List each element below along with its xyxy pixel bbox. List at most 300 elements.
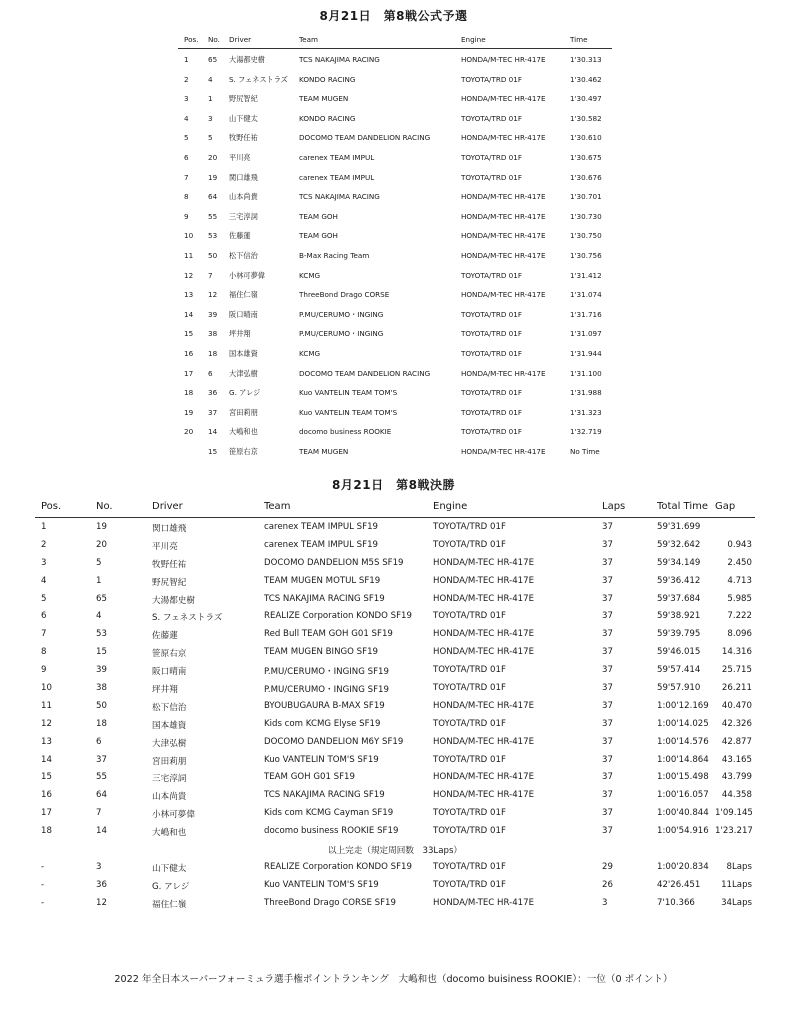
table-cell: 37 — [208, 407, 218, 417]
table-row — [178, 284, 612, 304]
table-cell: 3 — [41, 557, 47, 568]
table-row — [35, 661, 755, 679]
table-cell: 8Laps — [726, 861, 752, 872]
table-cell: 14 — [96, 826, 107, 837]
column-header: Driver — [152, 501, 183, 512]
table-cell: 9 — [184, 211, 189, 221]
table-cell: 38 — [208, 329, 218, 339]
table-cell: 1'31.988 — [570, 388, 602, 398]
table-cell: 1:00'20.834 — [657, 861, 709, 872]
table-cell: 59'37.684 — [657, 593, 701, 604]
table-cell: KONDO RACING — [299, 113, 356, 123]
table-cell: 65 — [96, 593, 107, 604]
table-row — [35, 786, 755, 804]
table-cell: 2 — [41, 539, 47, 550]
table-cell: 50 — [96, 700, 107, 711]
table-cell: carenex TEAM IMPUL SF19 — [264, 539, 379, 550]
table-cell: 野尻智紀 — [152, 577, 187, 588]
table-cell: 37 — [602, 665, 613, 676]
finishers-note — [35, 840, 755, 858]
table-cell: 18 — [184, 388, 194, 398]
table-cell: Kuo VANTELIN TEAM TOM'S — [299, 407, 398, 417]
table-cell: 16 — [41, 790, 52, 801]
table-cell: 55 — [208, 211, 218, 221]
table-cell: HONDA/M-TEC HR-417E — [433, 593, 535, 604]
table-cell: 牧野任祐 — [152, 559, 187, 570]
table-cell: Kuo VANTELIN TOM'S SF19 — [264, 879, 379, 890]
table-cell: 福住仁嶺 — [229, 290, 258, 300]
table-cell: 37 — [602, 522, 613, 532]
table-cell: Kids com KCMG Cayman SF19 — [264, 808, 394, 819]
table-cell: 64 — [96, 790, 107, 801]
table-cell: 1'09.145 — [715, 808, 753, 819]
table-cell: 15 — [184, 329, 194, 339]
table-cell: 18 — [41, 826, 52, 837]
table-cell: 37 — [602, 683, 613, 694]
table-cell: 37 — [602, 790, 613, 801]
table-row — [178, 186, 612, 206]
table-row — [35, 733, 755, 751]
qualifying-title: 8月21日 第8戦公式予選 — [319, 9, 468, 23]
table-cell: 松下信治 — [229, 250, 258, 260]
table-cell: HONDA/M-TEC HR-417E — [461, 192, 546, 202]
table-row — [35, 822, 755, 840]
table-cell: HONDA/M-TEC HR-417E — [461, 231, 546, 241]
table-row — [178, 206, 612, 226]
table-cell: DOCOMO DANDELION M6Y SF19 — [264, 736, 404, 747]
table-cell: 13 — [41, 736, 52, 747]
table-cell: 1:00'40.844 — [657, 808, 709, 819]
table-cell: 18 — [208, 348, 218, 358]
table-cell: 4 — [208, 74, 213, 84]
table-cell: 39 — [208, 309, 218, 319]
table-cell: 1'30.676 — [570, 172, 602, 182]
table-cell: 1:00'54.916 — [657, 826, 709, 837]
table-cell: 1'31.716 — [570, 309, 602, 319]
table-cell: 37 — [602, 718, 613, 729]
table-cell: - — [41, 861, 45, 872]
table-header-row — [35, 499, 755, 518]
table-row — [178, 245, 612, 265]
table-cell: 20 — [184, 427, 194, 437]
table-cell: TCS NAKAJIMA RACING SF19 — [264, 593, 385, 604]
table-cell: 8.096 — [727, 629, 752, 640]
table-cell: docomo business ROOKIE — [299, 427, 392, 437]
table-cell: S. フェネストラズ — [152, 613, 223, 624]
table-cell: TOYOTA/TRD 01F — [461, 113, 522, 123]
table-cell: 16 — [184, 348, 194, 358]
table-cell: HONDA/M-TEC HR-417E — [433, 736, 535, 747]
table-cell: 3 — [208, 113, 213, 123]
table-cell: 牧野任祐 — [229, 133, 258, 143]
table-cell: 山本尚貴 — [152, 792, 187, 803]
table-cell: 4.713 — [727, 575, 752, 586]
table-cell: 59'32.642 — [657, 539, 701, 550]
table-cell: 5 — [184, 133, 189, 143]
table-row — [35, 643, 755, 661]
table-cell: 1 — [184, 55, 189, 64]
table-cell: 笹原右京 — [229, 446, 258, 456]
table-cell: Kuo VANTELIN TOM'S SF19 — [264, 754, 379, 765]
table-cell: TOYOTA/TRD 01F — [461, 427, 522, 437]
table-cell: TOYOTA/TRD 01F — [461, 407, 522, 417]
table-cell: 18 — [96, 718, 107, 729]
table-cell: 37 — [602, 557, 613, 568]
table-cell: 7 — [41, 629, 47, 640]
table-row — [178, 323, 612, 343]
table-cell: 14 — [208, 427, 218, 437]
table-row — [35, 572, 755, 590]
table-cell: DOCOMO DANDELION M5S SF19 — [264, 557, 404, 568]
table-cell: 42'26.451 — [657, 879, 701, 890]
table-cell: TOYOTA/TRD 01F — [433, 718, 506, 729]
table-cell: Red Bull TEAM GOH G01 SF19 — [264, 629, 393, 640]
table-cell: 14 — [41, 754, 52, 765]
table-cell: 1'30.675 — [570, 152, 602, 162]
table-cell: 1'30.750 — [570, 231, 602, 241]
table-cell: 11 — [184, 250, 194, 260]
table-cell: 36 — [208, 388, 218, 398]
table-cell: TEAM GOH — [299, 231, 338, 241]
table-cell: 1'30.730 — [570, 211, 602, 221]
table-cell: 大津弘樹 — [229, 368, 258, 378]
table-cell: 1:00'14.025 — [657, 718, 709, 729]
table-cell: Kids com KCMG Elyse SF19 — [264, 718, 381, 729]
table-cell: 1'31.100 — [570, 368, 602, 378]
table-cell: 37 — [602, 754, 613, 765]
table-cell: 4 — [41, 575, 47, 586]
table-cell: 阪口晴南 — [152, 667, 187, 678]
table-cell: 山下健太 — [229, 113, 258, 123]
table-cell: DOCOMO TEAM DANDELION RACING — [299, 368, 431, 378]
table-cell: 10 — [41, 683, 52, 694]
table-row — [178, 382, 612, 402]
table-cell: TOYOTA/TRD 01F — [461, 329, 522, 339]
table-cell: 山本尚貴 — [229, 192, 258, 202]
table-cell: 平川亮 — [152, 541, 178, 552]
table-cell: HONDA/M-TEC HR-417E — [433, 575, 535, 586]
table-cell: 大湯都史樹 — [229, 55, 265, 64]
table-cell: 3 — [184, 94, 189, 104]
table-cell: HONDA/M-TEC HR-417E — [461, 211, 546, 221]
table-cell: TOYOTA/TRD 01F — [461, 309, 522, 319]
table-cell: REALIZE Corporation KONDO SF19 — [264, 611, 412, 622]
table-cell: 20 — [96, 539, 107, 550]
table-row — [178, 167, 612, 187]
table-cell: 6 — [96, 736, 102, 747]
table-cell: 37 — [602, 575, 613, 586]
table-cell: 国本雄資 — [229, 348, 258, 358]
table-cell: 11Laps — [721, 879, 752, 890]
table-cell: TOYOTA/TRD 01F — [433, 808, 506, 819]
table-cell: 10 — [184, 231, 194, 241]
table-cell: DOCOMO TEAM DANDELION RACING — [299, 133, 431, 143]
race-title: 8月21日 第8戦決勝 — [332, 478, 455, 492]
table-cell: TEAM GOH G01 SF19 — [264, 772, 355, 783]
table-row — [178, 88, 612, 108]
table-cell: 1'23.217 — [715, 826, 753, 837]
table-cell: carenex TEAM IMPUL — [299, 152, 375, 162]
column-header: Engine — [461, 35, 486, 44]
table-cell: 小林可夢偉 — [152, 810, 195, 821]
table-cell: 1'30.497 — [570, 94, 602, 104]
table-row — [35, 894, 755, 912]
table-cell: KCMG — [299, 348, 321, 358]
table-cell: 59'39.795 — [657, 629, 701, 640]
column-header: Gap — [715, 501, 736, 512]
table-cell: 44.358 — [721, 790, 752, 801]
table-cell: 15 — [96, 647, 107, 658]
table-cell: 6 — [41, 611, 47, 622]
table-cell: HONDA/M-TEC HR-417E — [461, 94, 546, 104]
table-cell: 37 — [96, 754, 107, 765]
table-cell: 14 — [184, 309, 194, 319]
table-cell: 1'31.323 — [570, 407, 602, 417]
table-cell: 1:00'12.169 — [657, 700, 709, 711]
column-header: Driver — [229, 35, 252, 44]
table-cell: 59'31.699 — [657, 522, 701, 532]
table-cell: 笹原右京 — [152, 649, 187, 660]
table-row — [178, 108, 612, 128]
table-cell: docomo business ROOKIE SF19 — [264, 826, 399, 837]
table-cell: 佐藤蓮 — [229, 231, 251, 241]
table-cell: 17 — [41, 808, 52, 819]
table-cell: 1 — [96, 575, 102, 586]
table-cell: 12 — [41, 718, 52, 729]
table-cell: 1 — [41, 522, 47, 532]
table-cell: 阪口晴南 — [229, 309, 258, 319]
table-row — [35, 679, 755, 697]
table-cell: 37 — [602, 700, 613, 711]
table-cell: 19 — [96, 522, 107, 532]
qualifying-table — [178, 30, 612, 460]
table-cell: TEAM MUGEN MOTUL SF19 — [264, 575, 381, 586]
table-cell: HONDA/M-TEC HR-417E — [433, 629, 535, 640]
table-cell: 関口雄飛 — [229, 172, 258, 182]
table-row — [35, 697, 755, 715]
table-cell: P.MU/CERUMO・INGING — [299, 309, 384, 319]
table-cell: 37 — [602, 772, 613, 783]
table-cell: 1'31.097 — [570, 329, 602, 339]
table-cell: 37 — [602, 593, 613, 604]
table-cell: Kuo VANTELIN TEAM TOM'S — [299, 388, 398, 398]
table-cell: 福住仁嶺 — [152, 899, 187, 910]
table-cell: 2.450 — [727, 557, 752, 568]
table-cell: No Time — [570, 446, 600, 456]
table-cell: S. フェネストラズ — [229, 74, 288, 84]
table-cell: HONDA/M-TEC HR-417E — [461, 133, 546, 143]
table-cell: HONDA/M-TEC HR-417E — [433, 700, 535, 711]
table-cell: 37 — [602, 808, 613, 819]
table-cell: G. アレジ — [229, 388, 261, 398]
table-cell: 37 — [602, 629, 613, 640]
table-cell: TOYOTA/TRD 01F — [461, 74, 522, 84]
table-cell: TCS NAKAJIMA RACING SF19 — [264, 790, 385, 801]
table-row — [35, 876, 755, 894]
table-cell: TOYOTA/TRD 01F — [461, 172, 522, 182]
table-cell: 4 — [96, 611, 102, 622]
table-cell: 三宅淳詞 — [152, 774, 187, 785]
table-cell: TCS NAKAJIMA RACING — [299, 55, 380, 64]
table-cell: 国本雄資 — [152, 720, 187, 731]
table-row — [35, 518, 755, 536]
table-cell: KCMG — [299, 270, 321, 280]
table-cell: 59'46.015 — [657, 647, 701, 658]
table-cell: 59'34.149 — [657, 557, 701, 568]
table-cell: 3 — [602, 897, 608, 908]
table-cell: 1'30.756 — [570, 250, 602, 260]
table-cell: TOYOTA/TRD 01F — [461, 152, 522, 162]
column-header: Engine — [433, 501, 468, 512]
table-cell: HONDA/M-TEC HR-417E — [461, 55, 546, 64]
table-cell: REALIZE Corporation KONDO SF19 — [264, 861, 412, 872]
column-header: No. — [96, 501, 113, 512]
column-header: Total Time — [657, 501, 709, 512]
table-cell: 1'30.313 — [570, 55, 602, 64]
table-cell: TEAM GOH — [299, 211, 338, 221]
table-row — [35, 715, 755, 733]
table-cell: 野尻智紀 — [229, 94, 258, 104]
table-row — [178, 363, 612, 383]
table-cell: TEAM MUGEN BINGO SF19 — [264, 647, 379, 658]
table-cell: TOYOTA/TRD 01F — [433, 522, 506, 532]
table-cell: TOYOTA/TRD 01F — [433, 683, 506, 694]
table-cell: 37 — [602, 826, 613, 837]
table-cell: 坪井翔 — [229, 329, 251, 339]
column-header: Laps — [602, 501, 626, 512]
column-header: No. — [208, 35, 220, 44]
table-row — [178, 265, 612, 285]
table-row — [178, 127, 612, 147]
table-cell: TOYOTA/TRD 01F — [433, 754, 506, 765]
column-header: Pos. — [184, 35, 199, 44]
table-cell: 5.985 — [727, 593, 752, 604]
table-cell: 1'30.582 — [570, 113, 602, 123]
table-cell: 1:00'16.057 — [657, 790, 709, 801]
table-cell: carenex TEAM IMPUL SF19 — [264, 522, 379, 532]
table-cell: 宮田莉朋 — [229, 407, 258, 417]
table-cell: 5 — [41, 593, 47, 604]
table-cell: 3 — [96, 861, 102, 872]
table-cell: 20 — [208, 152, 218, 162]
table-cell: 山下健太 — [152, 863, 187, 874]
table-cell: 34Laps — [721, 897, 752, 908]
table-cell: 5 — [208, 133, 213, 143]
table-cell: 36 — [96, 879, 107, 890]
table-row — [178, 402, 612, 422]
table-cell: HONDA/M-TEC HR-417E — [461, 250, 546, 260]
table-row — [178, 147, 612, 167]
table-cell: 坪井翔 — [152, 685, 178, 696]
table-row — [35, 554, 755, 572]
table-row — [35, 858, 755, 876]
table-cell: 37 — [602, 647, 613, 658]
table-cell: P.MU/CERUMO・INGING SF19 — [264, 685, 389, 696]
table-cell: 19 — [184, 407, 194, 417]
table-cell: 三宅淳詞 — [229, 211, 258, 221]
table-row — [35, 590, 755, 608]
race-table — [35, 499, 755, 912]
table-cell: HONDA/M-TEC HR-417E — [461, 368, 546, 378]
column-header: Team — [264, 501, 291, 512]
table-cell: 26.211 — [721, 683, 752, 694]
column-header: Team — [299, 35, 318, 44]
table-cell: TOYOTA/TRD 01F — [461, 388, 522, 398]
table-cell: 26 — [602, 879, 613, 890]
table-cell: 1:00'14.864 — [657, 754, 709, 765]
table-cell: TOYOTA/TRD 01F — [461, 348, 522, 358]
table-cell: 50 — [208, 250, 218, 260]
table-cell: 25.715 — [721, 665, 752, 676]
table-header-row — [178, 30, 612, 49]
table-cell: 15 — [41, 772, 52, 783]
table-cell: TCS NAKAJIMA RACING — [299, 192, 380, 202]
table-cell: TOYOTA/TRD 01F — [433, 879, 506, 890]
table-cell: 42.326 — [721, 718, 752, 729]
table-cell: 12 — [208, 290, 218, 300]
table-cell: 7 — [184, 172, 189, 182]
table-cell: 17 — [184, 368, 194, 378]
table-cell: 55 — [96, 772, 107, 783]
table-cell: 37 — [602, 611, 613, 622]
table-cell: 8 — [41, 647, 47, 658]
table-cell: 1:00'14.576 — [657, 736, 709, 747]
table-cell: 59'57.414 — [657, 665, 701, 676]
column-header: Pos. — [41, 501, 62, 512]
table-cell: 4 — [184, 113, 189, 123]
table-cell: 6 — [184, 152, 189, 162]
table-cell: 29 — [602, 861, 613, 872]
table-cell: 40.470 — [721, 700, 752, 711]
table-cell: 2 — [184, 74, 189, 84]
table-cell: TOYOTA/TRD 01F — [433, 611, 506, 622]
table-cell: 1'32.719 — [570, 427, 602, 437]
table-cell: 59'38.921 — [657, 611, 701, 622]
table-cell: 39 — [96, 665, 107, 676]
table-cell: 1'31.944 — [570, 348, 602, 358]
table-cell: 37 — [602, 539, 613, 550]
table-cell: 12 — [184, 270, 194, 280]
table-cell: TOYOTA/TRD 01F — [461, 270, 522, 280]
table-cell: 14.316 — [721, 647, 752, 658]
table-cell: HONDA/M-TEC HR-417E — [433, 897, 535, 908]
table-cell: - — [41, 879, 45, 890]
table-row — [35, 768, 755, 786]
table-cell: HONDA/M-TEC HR-417E — [433, 790, 535, 801]
table-cell: G. アレジ — [152, 881, 190, 892]
table-cell: 8 — [184, 192, 189, 202]
table-cell: 12 — [96, 897, 107, 908]
table-cell: 53 — [208, 231, 218, 241]
table-cell: 43.799 — [721, 772, 752, 783]
column-header: Time — [570, 35, 588, 44]
table-cell: 64 — [208, 192, 218, 202]
table-cell: ThreeBond Drago CORSE — [299, 290, 390, 300]
table-cell: 大嶋和也 — [229, 427, 258, 437]
table-row — [178, 421, 612, 441]
table-cell: 37 — [602, 736, 613, 747]
table-cell: 大湯都史樹 — [152, 595, 195, 606]
table-cell: HONDA/M-TEC HR-417E — [461, 446, 546, 456]
table-cell: ThreeBond Drago CORSE SF19 — [264, 897, 396, 908]
table-cell: 38 — [96, 683, 107, 694]
table-cell: HONDA/M-TEC HR-417E — [433, 772, 535, 783]
table-cell: 13 — [184, 290, 194, 300]
table-cell: HONDA/M-TEC HR-417E — [461, 290, 546, 300]
table-row — [178, 343, 612, 363]
table-cell: 関口雄飛 — [152, 524, 187, 534]
table-cell: TEAM MUGEN — [299, 94, 349, 104]
